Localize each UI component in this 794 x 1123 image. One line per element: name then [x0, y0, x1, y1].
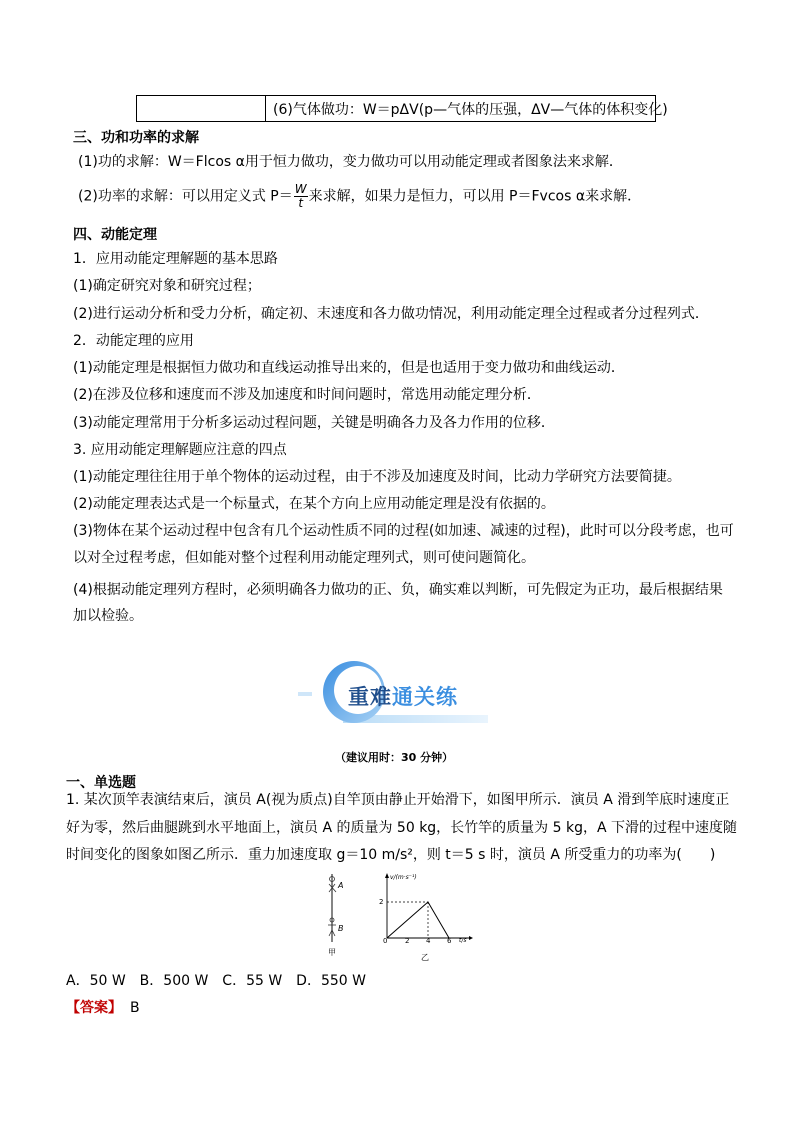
figure-yi — [377, 872, 477, 964]
graph-x-tick-6: 6 — [447, 937, 452, 945]
section3-item2-pre: (2)功率的求解：可以用定义式 P＝ — [78, 188, 293, 205]
section4-sub3: 3. 应用动能定理解题应注意的四点 — [73, 442, 287, 458]
graph-x-tick-2: 2 — [405, 937, 410, 945]
question-line: 1. 某次顶竿表演结束后，演员 A(视为质点)自竿顶由静止开始滑下，如图甲所示．演员 A 滑到竿底时速度正 — [66, 792, 730, 808]
section4-sub1-item: (2)进行运动分析和受力分析，确定初、末速度和各力做功情况，利用动能定理全过程或者分过程列式． — [73, 306, 709, 322]
banner-title-part1: 重难 — [348, 685, 392, 709]
table-cell-gas-work: (6)气体做功：W＝pΔV(p—气体的压强，ΔV—气体的体积变化) — [273, 102, 668, 118]
graph-y-label: v/(m·s⁻¹) — [390, 874, 417, 881]
y-axis-arrow-icon — [385, 873, 389, 878]
fraction-denominator: t — [298, 196, 304, 210]
section4-sub2: 2．动能定理的应用 — [73, 333, 194, 349]
question-line: 时间变化的图象如图乙所示．重力加速度取 g＝10 m/s²，则 t＝5 s 时，演员 A 所受重力的功率为( ) — [66, 847, 716, 863]
graph-x-tick-4: 4 — [426, 937, 431, 945]
graph-velocity-line — [387, 902, 449, 938]
section4-sub3-item: 加以检验。 — [73, 608, 143, 624]
section4-sub3-item: 以对全过程考虑，但如能对整个过程利用动能定理列式，则可使问题简化。 — [73, 550, 535, 566]
formula-table — [136, 95, 668, 122]
section3-heading: 三、功和功率的求解 — [73, 130, 199, 146]
banner-title-part2: 通关练 — [392, 685, 458, 709]
section4-sub2-item: (1)动能定理是根据恒力做功和直线运动推导出来的，但是也适用于变力做功和曲线运动． — [73, 360, 625, 376]
figure-label-b: B — [338, 924, 344, 933]
section4-sub1-item: (1)确定研究对象和研究过程； — [73, 278, 261, 294]
vt-graph — [377, 872, 477, 944]
single-choice-heading: 一、单选题 — [66, 775, 136, 791]
fraction-numerator: W — [294, 182, 307, 196]
x-axis-arrow-icon — [469, 936, 473, 940]
section4-sub3-item: (4)根据动能定理列方程时，必须明确各力做功的正、负，确实难以判断，可先假定为正功，最后根据结果 — [73, 582, 723, 598]
suggested-time: （建议用时：30 分钟） — [335, 751, 454, 764]
section-banner — [298, 656, 498, 726]
section4-sub2-item: (2)在涉及位移和速度而不涉及加速度和时间问题时，常选用动能定理分析． — [73, 387, 541, 403]
section4-heading: 四、动能定理 — [73, 227, 157, 243]
graph-x-label: t/s — [459, 937, 467, 944]
figure-caption-jia: 甲 — [328, 948, 336, 957]
section4-sub2-item: (3)动能定理常用于分析多运动过程问题，关键是明确各力及各力作用的位移． — [73, 415, 555, 431]
answer-options: A．50 W B．500 W C．55 W D．550 W — [66, 973, 366, 989]
power-fraction — [294, 183, 308, 210]
answer-line — [66, 998, 140, 1018]
section4-sub1: 1．应用动能定理解题的基本思路 — [73, 251, 278, 267]
answer-value: B — [130, 1000, 140, 1016]
section4-sub3-item: (2)动能定理表达式是一个标量式，在某个方向上应用动能定理是没有依据的。 — [73, 496, 555, 512]
figure-caption-yi: 乙 — [421, 953, 429, 962]
section3-item2-post: 来求解，如果力是恒力，可以用 P＝Fvcos α来求解． — [308, 188, 642, 205]
section4-sub3-item: (3)物体在某个运动过程中包含有几个运动性质不同的过程(如加速、减速的过程)，此时可以分段考虑，也可 — [73, 523, 734, 539]
figure-label-a: A — [338, 881, 344, 890]
section3-item1: (1)功的求解：W＝Flcos α用于恒力做功，变力做功可以用动能定理或者图象法来求解． — [78, 154, 623, 170]
banner-title — [348, 681, 458, 711]
question-line: 好为零，然后曲腿跳到水平地面上，演员 A 的质量为 50 kg，长竹竿的质量为 5 kg，A 下滑的过程中速度随 — [66, 820, 738, 836]
answer-label: 【答案】 — [66, 1000, 122, 1016]
section3-item2 — [78, 183, 641, 210]
figure-jia — [318, 870, 358, 960]
section4-sub3-item: (1)动能定理往往用于单个物体的运动过程，由于不涉及加速度及时间，比动力学研究方法要简捷。 — [73, 469, 681, 485]
table-empty-cell — [137, 96, 266, 121]
graph-x-tick-0: 0 — [383, 937, 388, 945]
graph-y-tick-2: 2 — [379, 898, 384, 906]
